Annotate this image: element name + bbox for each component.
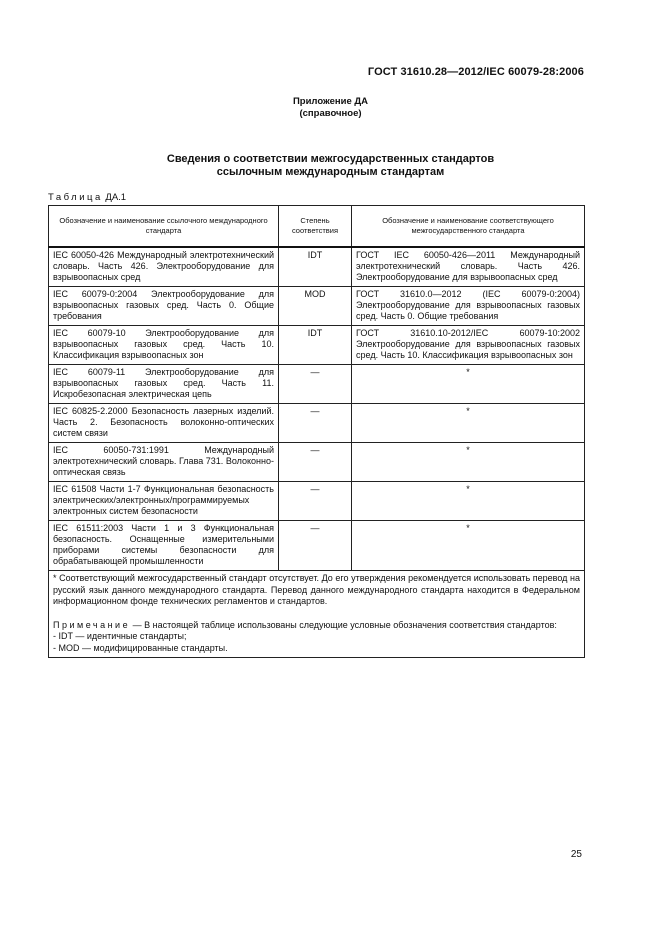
table-row bbox=[49, 247, 585, 287]
cell-degree: — bbox=[279, 404, 352, 443]
section-title-line-2: ссылочным международным стандартам bbox=[216, 166, 445, 178]
footnote-text: * Соответствующий межгосударственный стандарт отсутствует. До его утверждения рекомендуется использовать перевод на русский язык данного международного стандарта. Перевод данного международного стандарта находится в Федеральном информационном фонде технических регламентов и стандартов. bbox=[53, 573, 580, 606]
cell-international-standard: IEC 60825-2.2000 Безопасность лазерных изделий. Часть 2. Безопасность волоконно-оптических систем связи bbox=[49, 404, 279, 443]
cell-degree: IDT bbox=[279, 247, 352, 287]
table-row bbox=[49, 326, 585, 365]
table-caption-word: Таблица bbox=[48, 192, 103, 203]
cell-degree: — bbox=[279, 482, 352, 521]
cell-interstate-standard: * bbox=[352, 443, 585, 482]
header-international-standard: Обозначение и наименование ссылочного международного стандарта bbox=[49, 206, 279, 248]
header-degree-of-correspondence: Степень соответствия bbox=[279, 206, 352, 248]
cell-international-standard: IEC 61511:2003 Части 1 и 3 Функциональная безопасность. Оснащенные измерительными приборами системы безопасности для обрабатывающей промышленности bbox=[49, 521, 279, 571]
cell-interstate-standard: * bbox=[352, 521, 585, 571]
note-item-mod: - MOD — модифицированные стандарты. bbox=[53, 642, 228, 653]
table-row bbox=[49, 482, 585, 521]
cell-degree: — bbox=[279, 365, 352, 404]
table-footer bbox=[49, 571, 585, 658]
appendix-title: Приложение ДА bbox=[292, 96, 369, 107]
cell-interstate-standard: * bbox=[352, 365, 585, 404]
section-title-line-1: Сведения о соответствии межгосударственных стандартов bbox=[166, 153, 495, 165]
table-row bbox=[49, 521, 585, 571]
cell-degree: — bbox=[279, 443, 352, 482]
header-interstate-standard: Обозначение и наименование соответствующего межгосударственного стандарта bbox=[352, 206, 585, 248]
cell-international-standard: IEC 61508 Части 1-7 Функциональная безопасность электрических/электронных/программируемых электронных систем безопасности bbox=[49, 482, 279, 521]
cell-degree: IDT bbox=[279, 326, 352, 365]
table-caption-number: ДА.1 bbox=[105, 192, 127, 203]
note-item-idt: - IDT — идентичные стандарты; bbox=[53, 631, 187, 641]
table-header-row bbox=[49, 206, 585, 248]
table-footer-row bbox=[49, 571, 585, 658]
cell-interstate-standard: * bbox=[352, 404, 585, 443]
cell-interstate-standard: ГОСТ 31610.10-2012/IEC 60079-10:2002 Электрооборудование для взрывоопасных газовых сред. Часть 10. Классификация взрывоопасных зон bbox=[352, 326, 585, 365]
cell-degree: — bbox=[279, 521, 352, 571]
correspondence-table bbox=[48, 205, 585, 658]
page-number: 25 bbox=[570, 849, 582, 860]
note-label: Примечание bbox=[53, 619, 131, 630]
cell-international-standard: IEC 60079-0:2004 Электрооборудование для взрывоопасных газовых сред. Часть 0. Общие требования bbox=[49, 287, 279, 326]
cell-degree: MOD bbox=[279, 287, 352, 326]
cell-international-standard: IEC 60079-10 Электрооборудование для взрывоопасных газовых сред. Часть 10. Классификация взрывоопасных зон bbox=[49, 326, 279, 365]
appendix-heading bbox=[0, 96, 661, 120]
table-row bbox=[49, 443, 585, 482]
document-code: ГОСТ 31610.28—2012/IEC 60079-28:2006 bbox=[367, 66, 584, 78]
table-caption bbox=[48, 192, 126, 203]
cell-interstate-standard: ГОСТ 31610.0—2012 (IEC 60079-0:2004) Электрооборудование для взрывоопасных газовых сред. Часть 0. Общие требования bbox=[352, 287, 585, 326]
appendix-subtitle: (справочное) bbox=[299, 108, 362, 119]
cell-international-standard: IEC 60050-731:1991 Международный электротехнический словарь. Глава 731. Волоконно-оптическая связь bbox=[49, 443, 279, 482]
cell-international-standard: IEC 60079-11 Электрооборудование для взрывоопасных газовых сред. Часть 11. Искробезопасная электрическая цепь bbox=[49, 365, 279, 404]
table-row bbox=[49, 365, 585, 404]
section-title bbox=[0, 153, 661, 179]
table-row bbox=[49, 287, 585, 326]
cell-interstate-standard: * bbox=[352, 482, 585, 521]
table-row bbox=[49, 404, 585, 443]
note-text: — В настоящей таблице использованы следующие условные обозначения соответствия стандартов: bbox=[132, 619, 557, 630]
cell-international-standard: IEC 60050-426 Международный электротехнический словарь. Часть 426. Электрооборудование для взрывоопасных сред bbox=[49, 247, 279, 287]
note-paragraph bbox=[53, 620, 580, 632]
cell-interstate-standard: ГОСТ IEC 60050-426—2011 Международный электротехнический словарь. Часть 426. Электрооборудование для взрывоопасных сред bbox=[352, 247, 585, 287]
